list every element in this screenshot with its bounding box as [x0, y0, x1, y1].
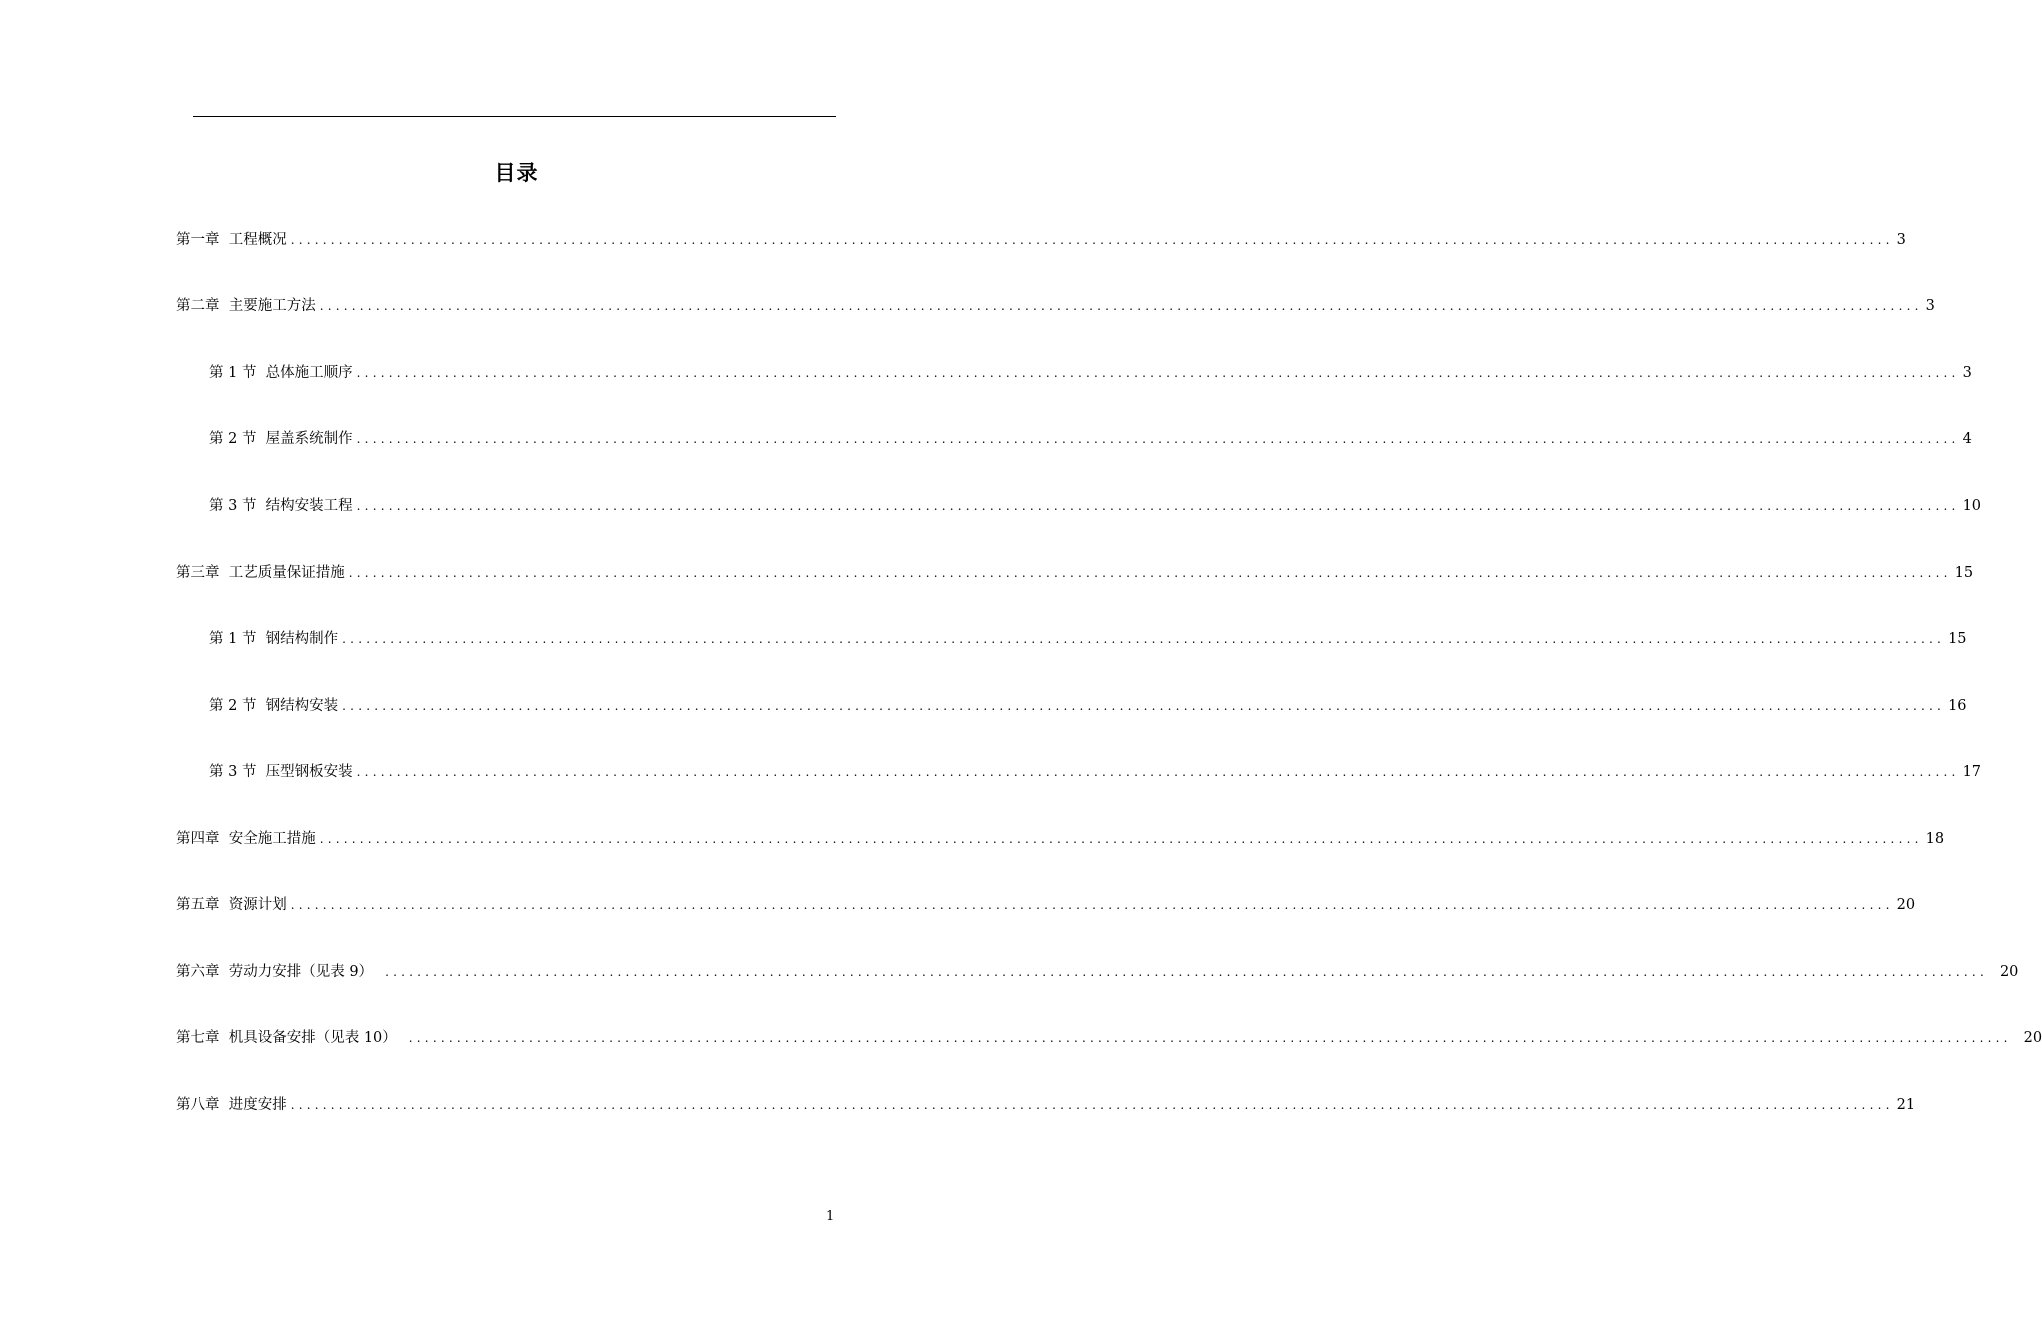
- toc-entry-page: 18: [1925, 831, 1945, 847]
- toc-dot-leader: ........................................................................................................................................................................................................: [356, 366, 1960, 380]
- page-number: 1: [826, 1209, 835, 1224]
- toc-entry-label: 第 3 节 压型钢板安装: [209, 764, 353, 780]
- toc-entry[interactable]: [209, 427, 1972, 451]
- toc-entry[interactable]: [176, 228, 1906, 252]
- toc-entry-page: 21: [1896, 1097, 1916, 1113]
- toc-entry-label: 第六章 劳动力安排（见表 9）: [176, 964, 374, 980]
- toc-entry-page: 10: [1962, 498, 1982, 514]
- toc-entry[interactable]: [176, 561, 1974, 585]
- toc-entry-page: 20: [2023, 1030, 2042, 1046]
- toc-entry[interactable]: [209, 760, 1982, 784]
- toc-dot-leader: ........................................................................................................................................................................................................: [348, 566, 1952, 580]
- toc-dot-leader: ........................................................................................................................................................................................................: [385, 965, 1988, 979]
- toc-entry-label: 第 3 节 结构安装工程: [209, 498, 353, 514]
- toc-entry-label: 第八章 进度安排: [176, 1097, 287, 1113]
- toc-entry-page: 15: [1954, 565, 1974, 581]
- toc-dot-leader: ........................................................................................................................................................................................................: [342, 632, 1946, 646]
- toc-entry-label: 第 2 节 钢结构安装: [209, 698, 339, 714]
- toc-entry-page: 15: [1948, 631, 1967, 647]
- toc-entry-label: 第七章 机具设备安排（见表 10）: [176, 1030, 397, 1046]
- toc-dot-leader: ........................................................................................................................................................................................................: [319, 299, 1923, 313]
- toc-entry-label: 第 1 节 钢结构制作: [209, 631, 339, 647]
- toc-entry[interactable]: [209, 694, 1967, 718]
- toc-entry-page: 17: [1962, 764, 1982, 780]
- toc-entry[interactable]: [176, 893, 1916, 917]
- toc-entry[interactable]: [176, 294, 1935, 318]
- toc-entry-label: 第二章 主要施工方法: [176, 298, 316, 314]
- page-title: 目录: [494, 161, 539, 185]
- toc-dot-leader: ........................................................................................................................................................................................................: [356, 432, 1960, 446]
- toc-entry[interactable]: [176, 1093, 1916, 1117]
- toc-dot-leader: ........................................................................................................................................................................................................: [290, 233, 1894, 247]
- toc-entry-page: 20: [1999, 964, 2019, 980]
- toc-entry-page: 20: [1896, 897, 1916, 913]
- toc-dot-leader: ........................................................................................................................................................................................................: [356, 765, 1960, 779]
- toc-dot-leader: ........................................................................................................................................................................................................: [319, 832, 1923, 846]
- toc-dot-leader: ........................................................................................................................................................................................................: [290, 898, 1894, 912]
- toc-entry-label: 第 1 节 总体施工顺序: [209, 365, 353, 381]
- toc-entry[interactable]: [176, 827, 1945, 851]
- toc-dot-leader: ........................................................................................................................................................................................................: [342, 699, 1946, 713]
- toc-entry-label: 第 2 节 屋盖系统制作: [209, 431, 353, 447]
- toc-entry[interactable]: [209, 627, 1967, 651]
- toc-entry-page: 3: [1925, 298, 1935, 314]
- toc-entry-page: 16: [1948, 698, 1967, 714]
- toc-entry[interactable]: [209, 494, 1982, 518]
- toc-entry[interactable]: [176, 960, 2019, 984]
- toc-entry-label: 第一章 工程概况: [176, 232, 287, 248]
- toc-entry-page: 3: [1962, 365, 1972, 381]
- toc-dot-leader: ........................................................................................................................................................................................................: [408, 1031, 2012, 1045]
- toc-entry-label: 第五章 资源计划: [176, 897, 287, 913]
- toc-dot-leader: ........................................................................................................................................................................................................: [356, 499, 1960, 513]
- toc-entry-label: 第三章 工艺质量保证措施: [176, 565, 345, 581]
- toc-entry[interactable]: [209, 361, 1972, 385]
- toc-entry[interactable]: [176, 1026, 2042, 1050]
- toc-dot-leader: ........................................................................................................................................................................................................: [290, 1098, 1894, 1112]
- toc-entry-label: 第四章 安全施工措施: [176, 831, 316, 847]
- toc-entry-page: 3: [1896, 232, 1906, 248]
- toc-entry-page: 4: [1962, 431, 1972, 447]
